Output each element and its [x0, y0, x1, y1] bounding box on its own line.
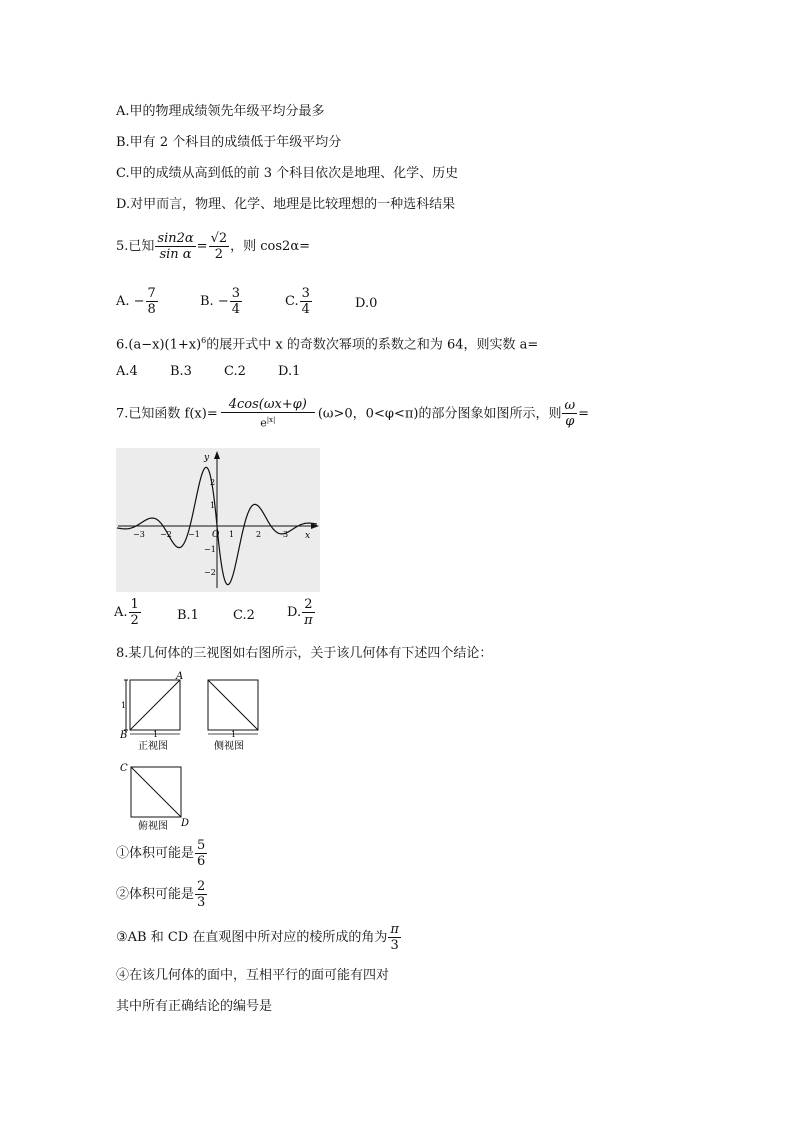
x-axis-label: x: [305, 531, 311, 541]
side-width-dim: 1: [231, 730, 237, 739]
y-tick-label: −2: [204, 568, 216, 577]
closing-question: 其中所有正确结论的编号是: [116, 999, 273, 1014]
y-tick-label: 2: [210, 478, 216, 487]
q7-option-b: B.1: [177, 608, 199, 623]
label-a: A: [176, 671, 184, 682]
x-tick-label: −2: [160, 530, 172, 539]
x-tick-label: −3: [133, 530, 145, 539]
q6-option-b: B.3: [170, 364, 192, 379]
q7-ratio-fraction: $\frac{\omega}{\varphi}$: [564, 398, 576, 430]
q5-suffix: ，则 cos2α=: [230, 239, 310, 254]
q5-stem: 5.已知 $\frac{\sin 2\alpha}{\text{sin α}}$ = $\frac{√2}{2}$ ，则 cos2α=: [116, 231, 310, 262]
q6-stem: $6.(a-x)(1+x)^6$的展开式中 x 的奇数次幂项的系数之和为 64，则实数 a=: [116, 336, 539, 353]
statement-1: ①体积可能是 $\frac{5}{6}$: [116, 838, 206, 869]
q4-option-b: B.甲有 2 个科目的成绩低于年级平均分: [116, 135, 342, 150]
q6-option-d: D.1: [278, 364, 301, 379]
q4-option-c: C.甲的成绩从高到低的前 3 个科目依次是地理、化学、历史: [116, 166, 459, 181]
q5-option-b: B. − $\frac{3}{4}$: [200, 286, 240, 317]
origin-label: O: [212, 530, 220, 540]
label-b: B: [120, 730, 128, 741]
three-view-drawings: [118, 670, 266, 830]
x-tick-label: 2: [256, 530, 262, 539]
q4-option-d: D.对甲而言，物理、化学、地理是比较理想的一种选科结果: [116, 197, 456, 212]
side-view: [208, 680, 258, 734]
q6-option-c: C.2: [224, 364, 246, 379]
q5-option-d: D.0: [355, 296, 378, 311]
label-d: D: [181, 818, 190, 829]
q5-lhs-fraction: $\frac{\sin 2\alpha}{\text{sin α}}$: [157, 231, 194, 262]
x-tick-label: 3: [283, 530, 289, 539]
q5-rhs-fraction: $\frac{√2}{2}$: [210, 231, 228, 262]
statement-4: ④在该几何体的面中，互相平行的面可能有四对: [116, 968, 390, 983]
front-width-dim: 1: [153, 730, 159, 739]
q7-option-d: D. $\frac{2}{\pi}$: [287, 597, 313, 628]
q8-stem: 8.某几何体的三视图如右图所示，关于该几何体有下述四个结论：: [116, 646, 493, 661]
x-tick-label: −1: [188, 530, 200, 539]
front-height-dim: 1: [121, 701, 127, 710]
q7-function-graph: [116, 448, 320, 592]
q7-option-c: C.2: [233, 608, 255, 623]
side-view-caption: 侧视图: [214, 741, 244, 752]
q5-option-c: C. $\frac{3}{4}$: [285, 286, 310, 317]
front-view-caption: 正视图: [138, 741, 168, 752]
q4-option-a: A.甲的物理成绩领先年级平均分最多: [116, 104, 325, 119]
top-view: [131, 767, 181, 817]
x-tick-label: 1: [229, 530, 235, 539]
label-c: C: [120, 763, 128, 774]
q7-option-a: A. $\frac{1}{2}$: [114, 597, 139, 628]
y-axis-label: y: [204, 453, 210, 463]
q5-option-a: A. − $\frac{7}{8}$: [116, 286, 156, 317]
q7-function-fraction: $\frac{4\cos(\omega x+\varphi)}{e^{|x|}}$: [221, 397, 315, 431]
statement-3: ③AB 和 CD 在直观图中所对应的棱所成的角为 $\frac{\pi}{3}$: [116, 922, 399, 953]
statement-2: ②体积可能是 $\frac{2}{3}$: [116, 879, 206, 910]
y-tick-label: −1: [204, 545, 216, 554]
y-tick-label: 1: [210, 501, 216, 510]
q6-option-a: A.4: [116, 364, 138, 379]
q7-stem: 7.已知函数 f(x)= $\frac{4\cos(\omega x+\varphi)}{e^{|x|}}$ (ω>0，0<φ<π)的部分图象如图所示，则 $\frac{\omega}{\varphi}$ =: [116, 397, 589, 430]
front-view: [124, 680, 180, 734]
top-view-caption: 俯视图: [138, 821, 168, 830]
q5-prefix: 5.已知: [116, 239, 155, 254]
